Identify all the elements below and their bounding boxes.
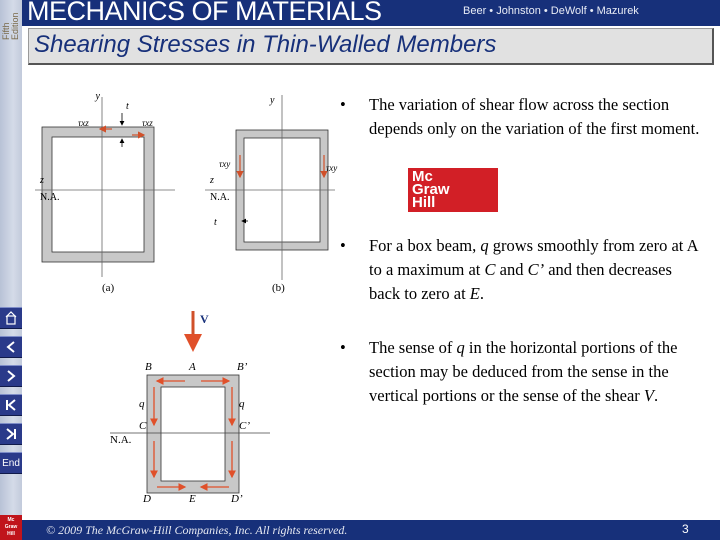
text-part: and xyxy=(495,260,528,279)
figure-shear-flow xyxy=(105,305,275,505)
logo-line-3: Hill xyxy=(412,194,436,211)
logo-line-1: Mc xyxy=(412,168,433,185)
figure-b xyxy=(205,95,337,294)
point-d-label: D xyxy=(143,493,151,505)
fig-b-y-label: y xyxy=(270,95,275,106)
bullet-dot: • xyxy=(340,95,346,114)
box-section-a-hollow xyxy=(52,137,144,252)
symbol-q: q xyxy=(456,338,465,357)
point-c-prime-label: C’ xyxy=(239,420,250,432)
bullet-dot: • xyxy=(340,338,346,357)
fig-a-na-label: N.A. xyxy=(40,192,60,203)
fig-b-caption: (b) xyxy=(272,282,285,294)
fig-b-z-label: z xyxy=(210,175,214,186)
page-number: 3 xyxy=(682,522,689,536)
home-button[interactable] xyxy=(0,307,22,329)
fig-a-tau-left: τxz xyxy=(78,118,89,128)
last-page-icon xyxy=(5,427,17,441)
mcgraw-hill-logo xyxy=(408,168,498,212)
mcgraw-hill-logo-small xyxy=(0,515,22,540)
point-e-label: E xyxy=(189,493,196,505)
symbol-c-prime: C’ xyxy=(527,260,545,279)
fig-b-t-label: t xyxy=(214,217,217,228)
shear-force-label: V xyxy=(200,312,209,326)
edition-word-2: Edition xyxy=(10,12,20,40)
fig-a-tau-right: τxz xyxy=(142,118,153,128)
fig-c-na-label: N.A. xyxy=(110,434,132,446)
flow-q-right-label: q xyxy=(239,398,245,410)
side-navigation-bar xyxy=(0,0,22,540)
text-part: and then decreases back to zero at xyxy=(369,260,672,303)
mgh-small-line-1: Mc xyxy=(7,517,15,523)
copyright: © 2009 The McGraw-Hill Companies, Inc. All rights reserved. xyxy=(46,523,348,537)
bullet-box-beam xyxy=(340,234,700,306)
bullet-text: The variation of shear flow across the section depends only on the variation of the first moment. xyxy=(369,95,700,138)
fig-a-caption: (a) xyxy=(102,282,115,294)
symbol-e: E xyxy=(469,284,480,303)
main-title: MECHANICS OF MATERIALS xyxy=(27,0,382,26)
authors: Beer • Johnston • DeWolf • Mazurek xyxy=(463,5,639,17)
slide-subtitle: Shearing Stresses in Thin-Walled Members xyxy=(34,31,497,58)
bullet-text xyxy=(369,336,700,408)
figures-a-b xyxy=(30,85,340,300)
point-d-prime-label: D’ xyxy=(231,493,243,505)
fig-b-na-label: N.A. xyxy=(210,192,230,203)
mgh-small-line-2: Graw xyxy=(4,524,18,530)
point-c-label: C xyxy=(139,420,147,432)
bullet-sense-of-q xyxy=(340,336,700,408)
symbol-q: q xyxy=(480,236,489,255)
edition-label xyxy=(0,0,22,44)
symbol-c: C xyxy=(484,260,496,279)
fig-a-t-label: t xyxy=(126,101,129,112)
first-slide-button[interactable] xyxy=(0,394,22,416)
text-part: The sense of xyxy=(369,338,457,357)
text-part: . xyxy=(654,386,659,405)
text-part: grows smoothly from zero at A to a maximum at xyxy=(369,236,698,279)
text-part: . xyxy=(479,284,484,303)
fig-a-z-label: z xyxy=(40,175,44,186)
arrow-left-icon xyxy=(5,340,17,354)
symbol-v: V xyxy=(643,386,655,405)
arrow-right-icon xyxy=(5,369,17,383)
edition-word-1: Fifth xyxy=(1,22,11,40)
end-button[interactable]: End xyxy=(0,452,22,474)
last-slide-button[interactable] xyxy=(0,423,22,445)
point-a-label: A xyxy=(189,361,196,373)
logo-line-2: Graw xyxy=(412,181,450,198)
point-b-prime-label: B’ xyxy=(237,361,248,373)
home-icon xyxy=(5,311,17,325)
figure-a xyxy=(35,91,175,294)
bullet-dot: • xyxy=(340,236,346,255)
box-section-c-hollow xyxy=(161,387,225,481)
point-b-label: B xyxy=(145,361,152,373)
bullet-shear-flow-variation xyxy=(340,93,700,141)
mgh-small-line-3: Hill xyxy=(7,531,15,537)
fig-a-y-label: y xyxy=(95,91,100,102)
first-page-icon xyxy=(5,398,17,412)
flow-q-left-label: q xyxy=(139,398,145,410)
previous-slide-button[interactable] xyxy=(0,336,22,358)
text-part: For a box beam, xyxy=(369,236,481,255)
next-slide-button[interactable] xyxy=(0,365,22,387)
bullet-text xyxy=(369,234,700,306)
fig-b-tau-left: τxy xyxy=(219,159,231,169)
text-part: in the horizontal portions of the section may be deduced from the sense in the vertical portions or the sense of the shear xyxy=(369,338,678,405)
fig-b-tau-right: τxy xyxy=(326,163,338,173)
